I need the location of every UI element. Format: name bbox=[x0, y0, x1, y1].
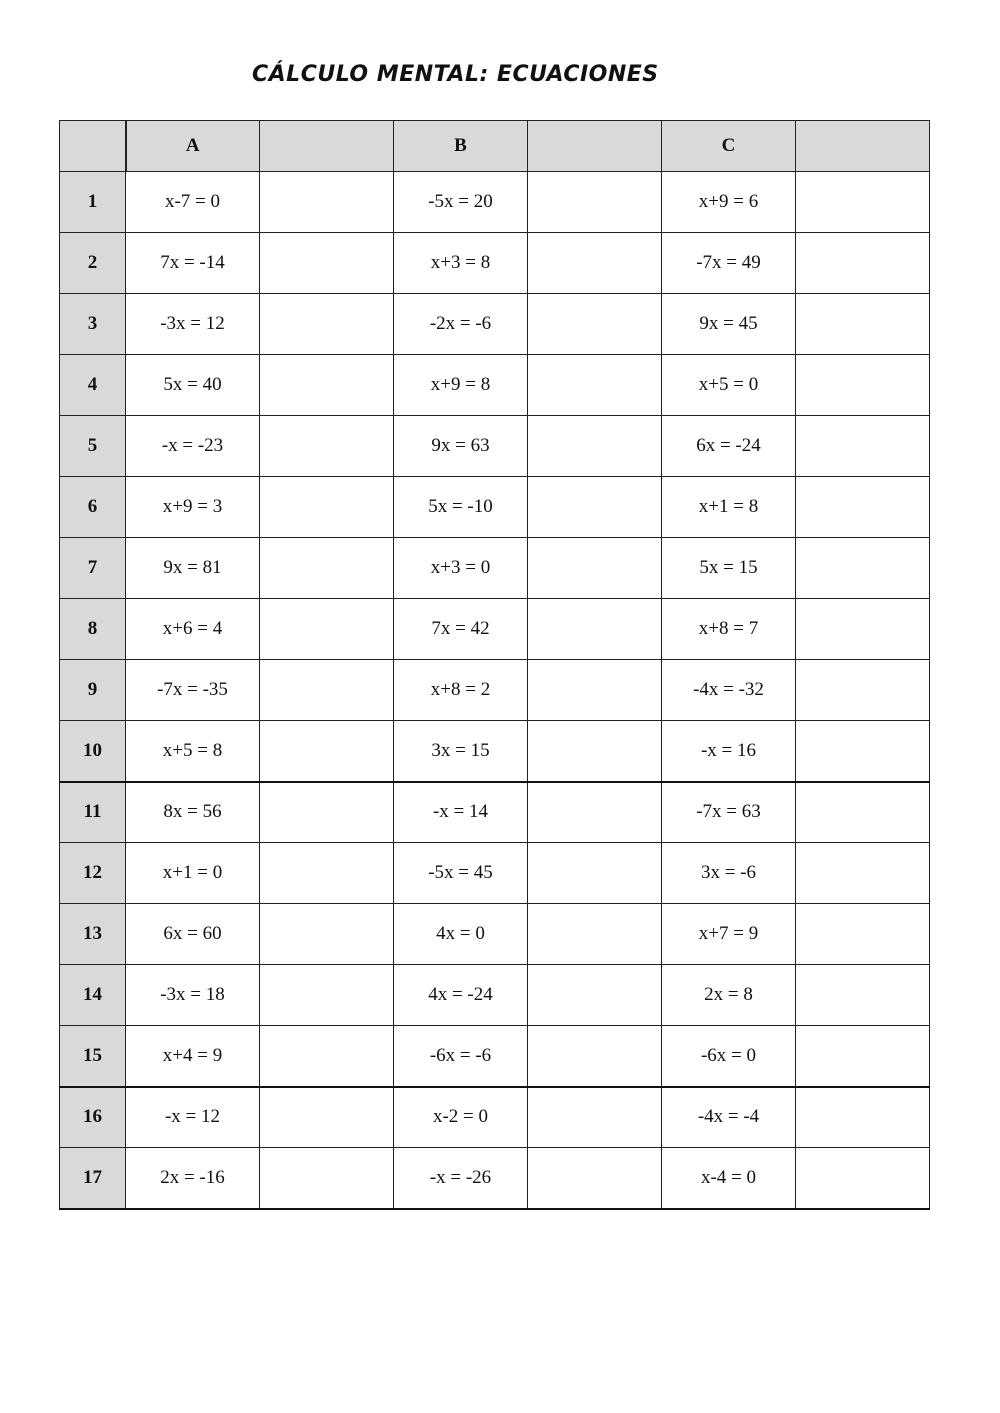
answer-cell-c[interactable] bbox=[796, 1026, 930, 1087]
answer-cell-c[interactable] bbox=[796, 965, 930, 1026]
equation-cell-b: 9x = 63 bbox=[394, 416, 528, 477]
row-number: 9 bbox=[60, 660, 126, 721]
equation-cell-c: x+7 = 9 bbox=[662, 904, 796, 965]
answer-cell-a[interactable] bbox=[260, 233, 394, 294]
answer-cell-a[interactable] bbox=[260, 355, 394, 416]
equation-cell-c: 3x = -6 bbox=[662, 843, 796, 904]
equation-cell-c: x+9 = 6 bbox=[662, 172, 796, 233]
answer-cell-b[interactable] bbox=[528, 1148, 662, 1209]
answer-cell-b[interactable] bbox=[528, 782, 662, 843]
answer-cell-a[interactable] bbox=[260, 1026, 394, 1087]
equation-cell-c: 5x = 15 bbox=[662, 538, 796, 599]
answer-cell-c[interactable] bbox=[796, 233, 930, 294]
row-number: 7 bbox=[60, 538, 126, 599]
answer-header-b bbox=[528, 121, 662, 172]
column-header-a: A bbox=[126, 121, 260, 172]
equation-cell-b: -6x = -6 bbox=[394, 1026, 528, 1087]
equation-cell-a: x+9 = 3 bbox=[126, 477, 260, 538]
equation-cell-a: x+5 = 8 bbox=[126, 721, 260, 782]
equation-cell-c: x-4 = 0 bbox=[662, 1148, 796, 1209]
row-number: 3 bbox=[60, 294, 126, 355]
row-number: 5 bbox=[60, 416, 126, 477]
equation-cell-c: -4x = -4 bbox=[662, 1087, 796, 1148]
equation-cell-b: 4x = 0 bbox=[394, 904, 528, 965]
answer-cell-b[interactable] bbox=[528, 843, 662, 904]
row-number: 8 bbox=[60, 599, 126, 660]
answer-cell-c[interactable] bbox=[796, 294, 930, 355]
answer-cell-c[interactable] bbox=[796, 904, 930, 965]
table-row bbox=[60, 721, 930, 782]
answer-cell-b[interactable] bbox=[528, 1026, 662, 1087]
answer-cell-c[interactable] bbox=[796, 721, 930, 782]
answer-cell-c[interactable] bbox=[796, 782, 930, 843]
equation-cell-c: x+8 = 7 bbox=[662, 599, 796, 660]
table-row bbox=[60, 1026, 930, 1087]
equation-cell-a: 5x = 40 bbox=[126, 355, 260, 416]
equation-cell-c: -6x = 0 bbox=[662, 1026, 796, 1087]
answer-cell-a[interactable] bbox=[260, 1087, 394, 1148]
answer-cell-a[interactable] bbox=[260, 904, 394, 965]
column-header-c: C bbox=[662, 121, 796, 172]
answer-cell-b[interactable] bbox=[528, 233, 662, 294]
answer-header-c bbox=[796, 121, 930, 172]
equation-cell-b: -x = 14 bbox=[394, 782, 528, 843]
equation-cell-c: 6x = -24 bbox=[662, 416, 796, 477]
equation-cell-c: 9x = 45 bbox=[662, 294, 796, 355]
answer-cell-b[interactable] bbox=[528, 1087, 662, 1148]
table-row bbox=[60, 233, 930, 294]
answer-cell-c[interactable] bbox=[796, 416, 930, 477]
table-row bbox=[60, 904, 930, 965]
answer-cell-c[interactable] bbox=[796, 599, 930, 660]
answer-cell-b[interactable] bbox=[528, 660, 662, 721]
equation-cell-c: -4x = -32 bbox=[662, 660, 796, 721]
equation-cell-a: x+1 = 0 bbox=[126, 843, 260, 904]
equation-cell-c: x+5 = 0 bbox=[662, 355, 796, 416]
table-row bbox=[60, 1087, 930, 1148]
equation-cell-b: -x = -26 bbox=[394, 1148, 528, 1209]
equation-cell-c: 2x = 8 bbox=[662, 965, 796, 1026]
equation-cell-b: 4x = -24 bbox=[394, 965, 528, 1026]
page-title: CÁLCULO MENTAL: ECUACIONES bbox=[252, 62, 659, 87]
row-number: 10 bbox=[60, 721, 126, 782]
answer-cell-a[interactable] bbox=[260, 660, 394, 721]
equation-cell-a: 6x = 60 bbox=[126, 904, 260, 965]
equation-cell-a: -3x = 18 bbox=[126, 965, 260, 1026]
equation-cell-a: 9x = 81 bbox=[126, 538, 260, 599]
table-row bbox=[60, 538, 930, 599]
answer-cell-a[interactable] bbox=[260, 599, 394, 660]
equation-cell-b: 3x = 15 bbox=[394, 721, 528, 782]
answer-cell-b[interactable] bbox=[528, 172, 662, 233]
row-number: 16 bbox=[60, 1087, 126, 1148]
equation-cell-b: x+3 = 0 bbox=[394, 538, 528, 599]
table-row bbox=[60, 599, 930, 660]
equation-cell-a: -7x = -35 bbox=[126, 660, 260, 721]
equation-cell-a: -x = -23 bbox=[126, 416, 260, 477]
equation-cell-c: -x = 16 bbox=[662, 721, 796, 782]
equation-cell-b: 5x = -10 bbox=[394, 477, 528, 538]
equation-cell-a: 8x = 56 bbox=[126, 782, 260, 843]
equation-cell-b: x-2 = 0 bbox=[394, 1087, 528, 1148]
answer-cell-b[interactable] bbox=[528, 355, 662, 416]
row-number: 15 bbox=[60, 1026, 126, 1087]
row-number: 13 bbox=[60, 904, 126, 965]
answer-cell-b[interactable] bbox=[528, 904, 662, 965]
answer-cell-b[interactable] bbox=[528, 538, 662, 599]
answer-cell-a[interactable] bbox=[260, 477, 394, 538]
answer-cell-c[interactable] bbox=[796, 1087, 930, 1148]
equation-cell-b: x+3 = 8 bbox=[394, 233, 528, 294]
equation-cell-b: -2x = -6 bbox=[394, 294, 528, 355]
header-row bbox=[60, 121, 930, 172]
equation-cell-b: x+9 = 8 bbox=[394, 355, 528, 416]
answer-cell-a[interactable] bbox=[260, 416, 394, 477]
equation-cell-b: -5x = 20 bbox=[394, 172, 528, 233]
table-row bbox=[60, 782, 930, 843]
row-number: 17 bbox=[60, 1148, 126, 1209]
corner-cell bbox=[60, 121, 126, 172]
equation-cell-c: x+1 = 8 bbox=[662, 477, 796, 538]
answer-cell-b[interactable] bbox=[528, 965, 662, 1026]
answer-cell-a[interactable] bbox=[260, 965, 394, 1026]
equation-cell-a: 2x = -16 bbox=[126, 1148, 260, 1209]
equation-cell-a: -x = 12 bbox=[126, 1087, 260, 1148]
row-number: 14 bbox=[60, 965, 126, 1026]
row-number: 2 bbox=[60, 233, 126, 294]
table-row bbox=[60, 294, 930, 355]
equation-cell-a: -3x = 12 bbox=[126, 294, 260, 355]
equation-cell-a: x+4 = 9 bbox=[126, 1026, 260, 1087]
table-row bbox=[60, 355, 930, 416]
answer-cell-c[interactable] bbox=[796, 843, 930, 904]
answer-cell-b[interactable] bbox=[528, 599, 662, 660]
table-row bbox=[60, 477, 930, 538]
equation-cell-c: -7x = 63 bbox=[662, 782, 796, 843]
answer-cell-b[interactable] bbox=[528, 294, 662, 355]
answer-cell-a[interactable] bbox=[260, 721, 394, 782]
row-number: 6 bbox=[60, 477, 126, 538]
answer-header-a bbox=[260, 121, 394, 172]
row-number: 4 bbox=[60, 355, 126, 416]
answer-cell-a[interactable] bbox=[260, 172, 394, 233]
answer-cell-c[interactable] bbox=[796, 477, 930, 538]
answer-cell-a[interactable] bbox=[260, 1148, 394, 1209]
answer-cell-b[interactable] bbox=[528, 416, 662, 477]
answer-cell-b[interactable] bbox=[528, 477, 662, 538]
row-number: 12 bbox=[60, 843, 126, 904]
column-header-b: B bbox=[394, 121, 528, 172]
answer-cell-c[interactable] bbox=[796, 660, 930, 721]
answer-cell-a[interactable] bbox=[260, 843, 394, 904]
equation-cell-b: -5x = 45 bbox=[394, 843, 528, 904]
answer-cell-a[interactable] bbox=[260, 538, 394, 599]
equation-cell-b: x+8 = 2 bbox=[394, 660, 528, 721]
row-number: 1 bbox=[60, 172, 126, 233]
equations-table bbox=[59, 120, 930, 1210]
table-row bbox=[60, 843, 930, 904]
table-row bbox=[60, 1148, 930, 1209]
equation-cell-a: x+6 = 4 bbox=[126, 599, 260, 660]
answer-cell-a[interactable] bbox=[260, 782, 394, 843]
answer-cell-c[interactable] bbox=[796, 355, 930, 416]
answer-cell-c[interactable] bbox=[796, 1148, 930, 1209]
table-row bbox=[60, 172, 930, 233]
row-number: 11 bbox=[60, 782, 126, 843]
answer-cell-c[interactable] bbox=[796, 538, 930, 599]
equation-cell-a: x-7 = 0 bbox=[126, 172, 260, 233]
answer-cell-c[interactable] bbox=[796, 172, 930, 233]
answer-cell-a[interactable] bbox=[260, 294, 394, 355]
equation-cell-b: 7x = 42 bbox=[394, 599, 528, 660]
answer-cell-b[interactable] bbox=[528, 721, 662, 782]
table-row bbox=[60, 416, 930, 477]
equation-cell-c: -7x = 49 bbox=[662, 233, 796, 294]
equation-cell-a: 7x = -14 bbox=[126, 233, 260, 294]
table-row bbox=[60, 660, 930, 721]
table-row bbox=[60, 965, 930, 1026]
